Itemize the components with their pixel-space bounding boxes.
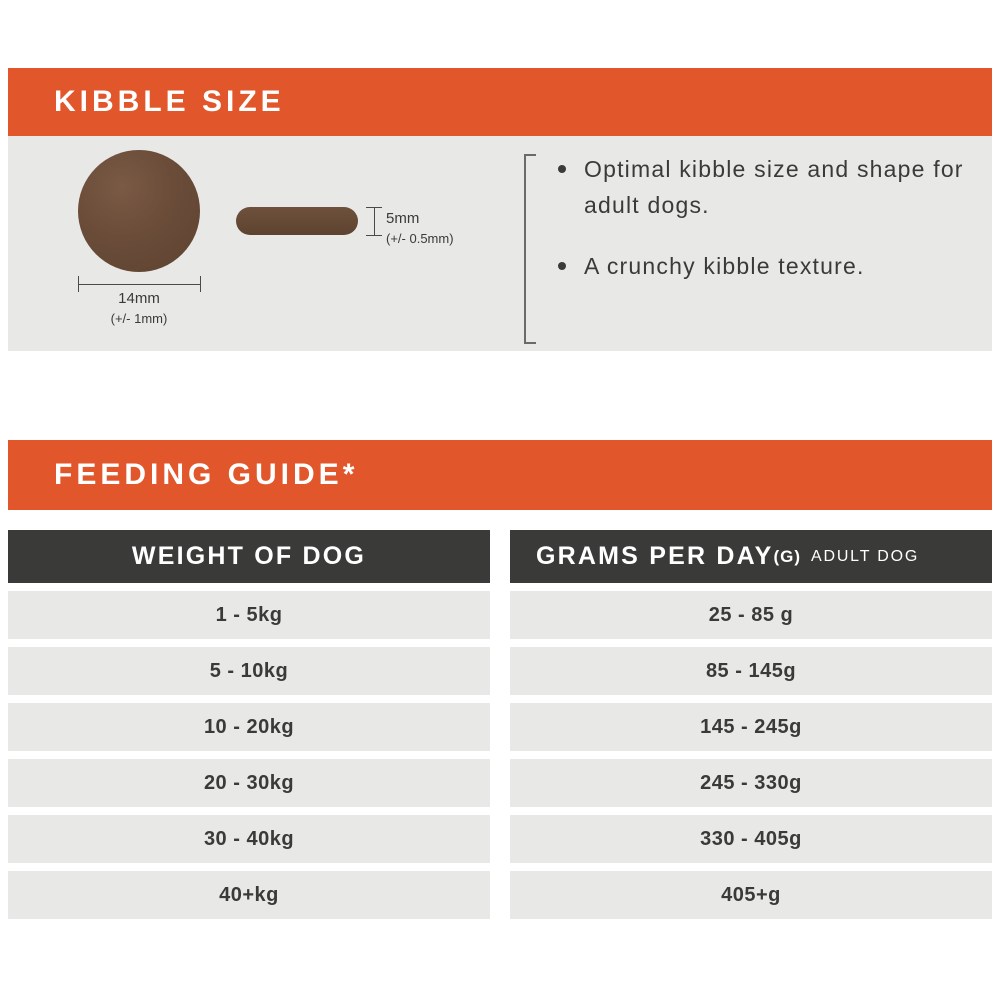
feeding-guide-title: FEEDING GUIDE* (54, 458, 359, 491)
table-cell-grams-text: 405+g (721, 883, 781, 906)
feeding-guide-header (8, 440, 992, 510)
table-cell-grams-text: 25 - 85 g (708, 603, 794, 626)
table-cell-grams-text: 330 - 405g (700, 827, 802, 850)
table-header-grams-unit: (G) (773, 546, 801, 566)
table-row (8, 647, 992, 695)
table-cell-weight-text: 30 - 40kg (203, 827, 295, 850)
kibble-top-view-shape (78, 150, 200, 272)
table-header-weight (8, 530, 490, 583)
bullet-dot-icon (558, 262, 566, 270)
thickness-tick-bottom-icon (366, 235, 382, 236)
thickness-value: 5mm (386, 210, 420, 227)
list-item-text: Optimal kibble size and shape for adult dogs. (584, 156, 964, 218)
table-cell-weight-text: 10 - 20kg (203, 715, 295, 738)
bracket-icon (524, 154, 536, 344)
table-cell-grams (510, 591, 992, 639)
table-cell-weight (8, 647, 490, 695)
kibble-size-panel (8, 136, 992, 351)
table-cell-grams-text: 245 - 330g (700, 771, 802, 794)
table-cell-weight (8, 871, 490, 919)
table-cell-weight (8, 759, 490, 807)
diameter-tolerance: (+/- 1mm) (110, 310, 168, 326)
thickness-dimension-line-icon (374, 207, 375, 235)
table-cell-weight-text: 1 - 5kg (215, 603, 283, 626)
table-cell-grams (510, 871, 992, 919)
kibble-benefits-list (524, 152, 964, 285)
bullet-dot-icon (558, 165, 566, 173)
table-cell-weight-text: 20 - 30kg (203, 771, 295, 794)
table-row (8, 591, 992, 639)
thickness-tolerance: (+/- 0.5mm) (386, 230, 454, 246)
table-cell-weight-text: 40+kg (219, 883, 279, 906)
table-header-grams-label: GRAMS PER DAY (536, 542, 774, 570)
table-cell-grams-text: 145 - 245g (700, 715, 802, 738)
list-item (554, 152, 964, 223)
table-header-grams-sub: ADULT DOG (811, 547, 920, 565)
table-row (8, 871, 992, 919)
diameter-value: 14mm (118, 290, 160, 307)
list-item (554, 249, 964, 285)
table-cell-grams (510, 815, 992, 863)
table-cell-weight (8, 591, 490, 639)
list-item-text: A crunchy kibble texture. (584, 253, 865, 280)
table-header-grams (510, 530, 992, 583)
table-cell-weight (8, 815, 490, 863)
table-cell-weight-text: 5 - 10kg (209, 659, 289, 682)
table-row (8, 759, 992, 807)
kibble-side-view-shape (236, 207, 358, 235)
table-header-row (8, 530, 992, 583)
kibble-size-title: KIBBLE SIZE (54, 85, 285, 118)
table-cell-weight (8, 703, 490, 751)
feeding-guide-table (8, 530, 992, 927)
table-row (8, 815, 992, 863)
diameter-dimension-line-icon (78, 284, 200, 285)
diameter-dimension-label (68, 288, 210, 329)
table-cell-grams (510, 703, 992, 751)
table-header-weight-label: WEIGHT OF DOG (131, 542, 367, 570)
table-row (8, 703, 992, 751)
thickness-dimension-label (386, 208, 454, 249)
kibble-size-header (8, 68, 992, 136)
table-cell-grams (510, 647, 992, 695)
table-cell-grams (510, 759, 992, 807)
table-cell-grams-text: 85 - 145g (705, 659, 797, 682)
